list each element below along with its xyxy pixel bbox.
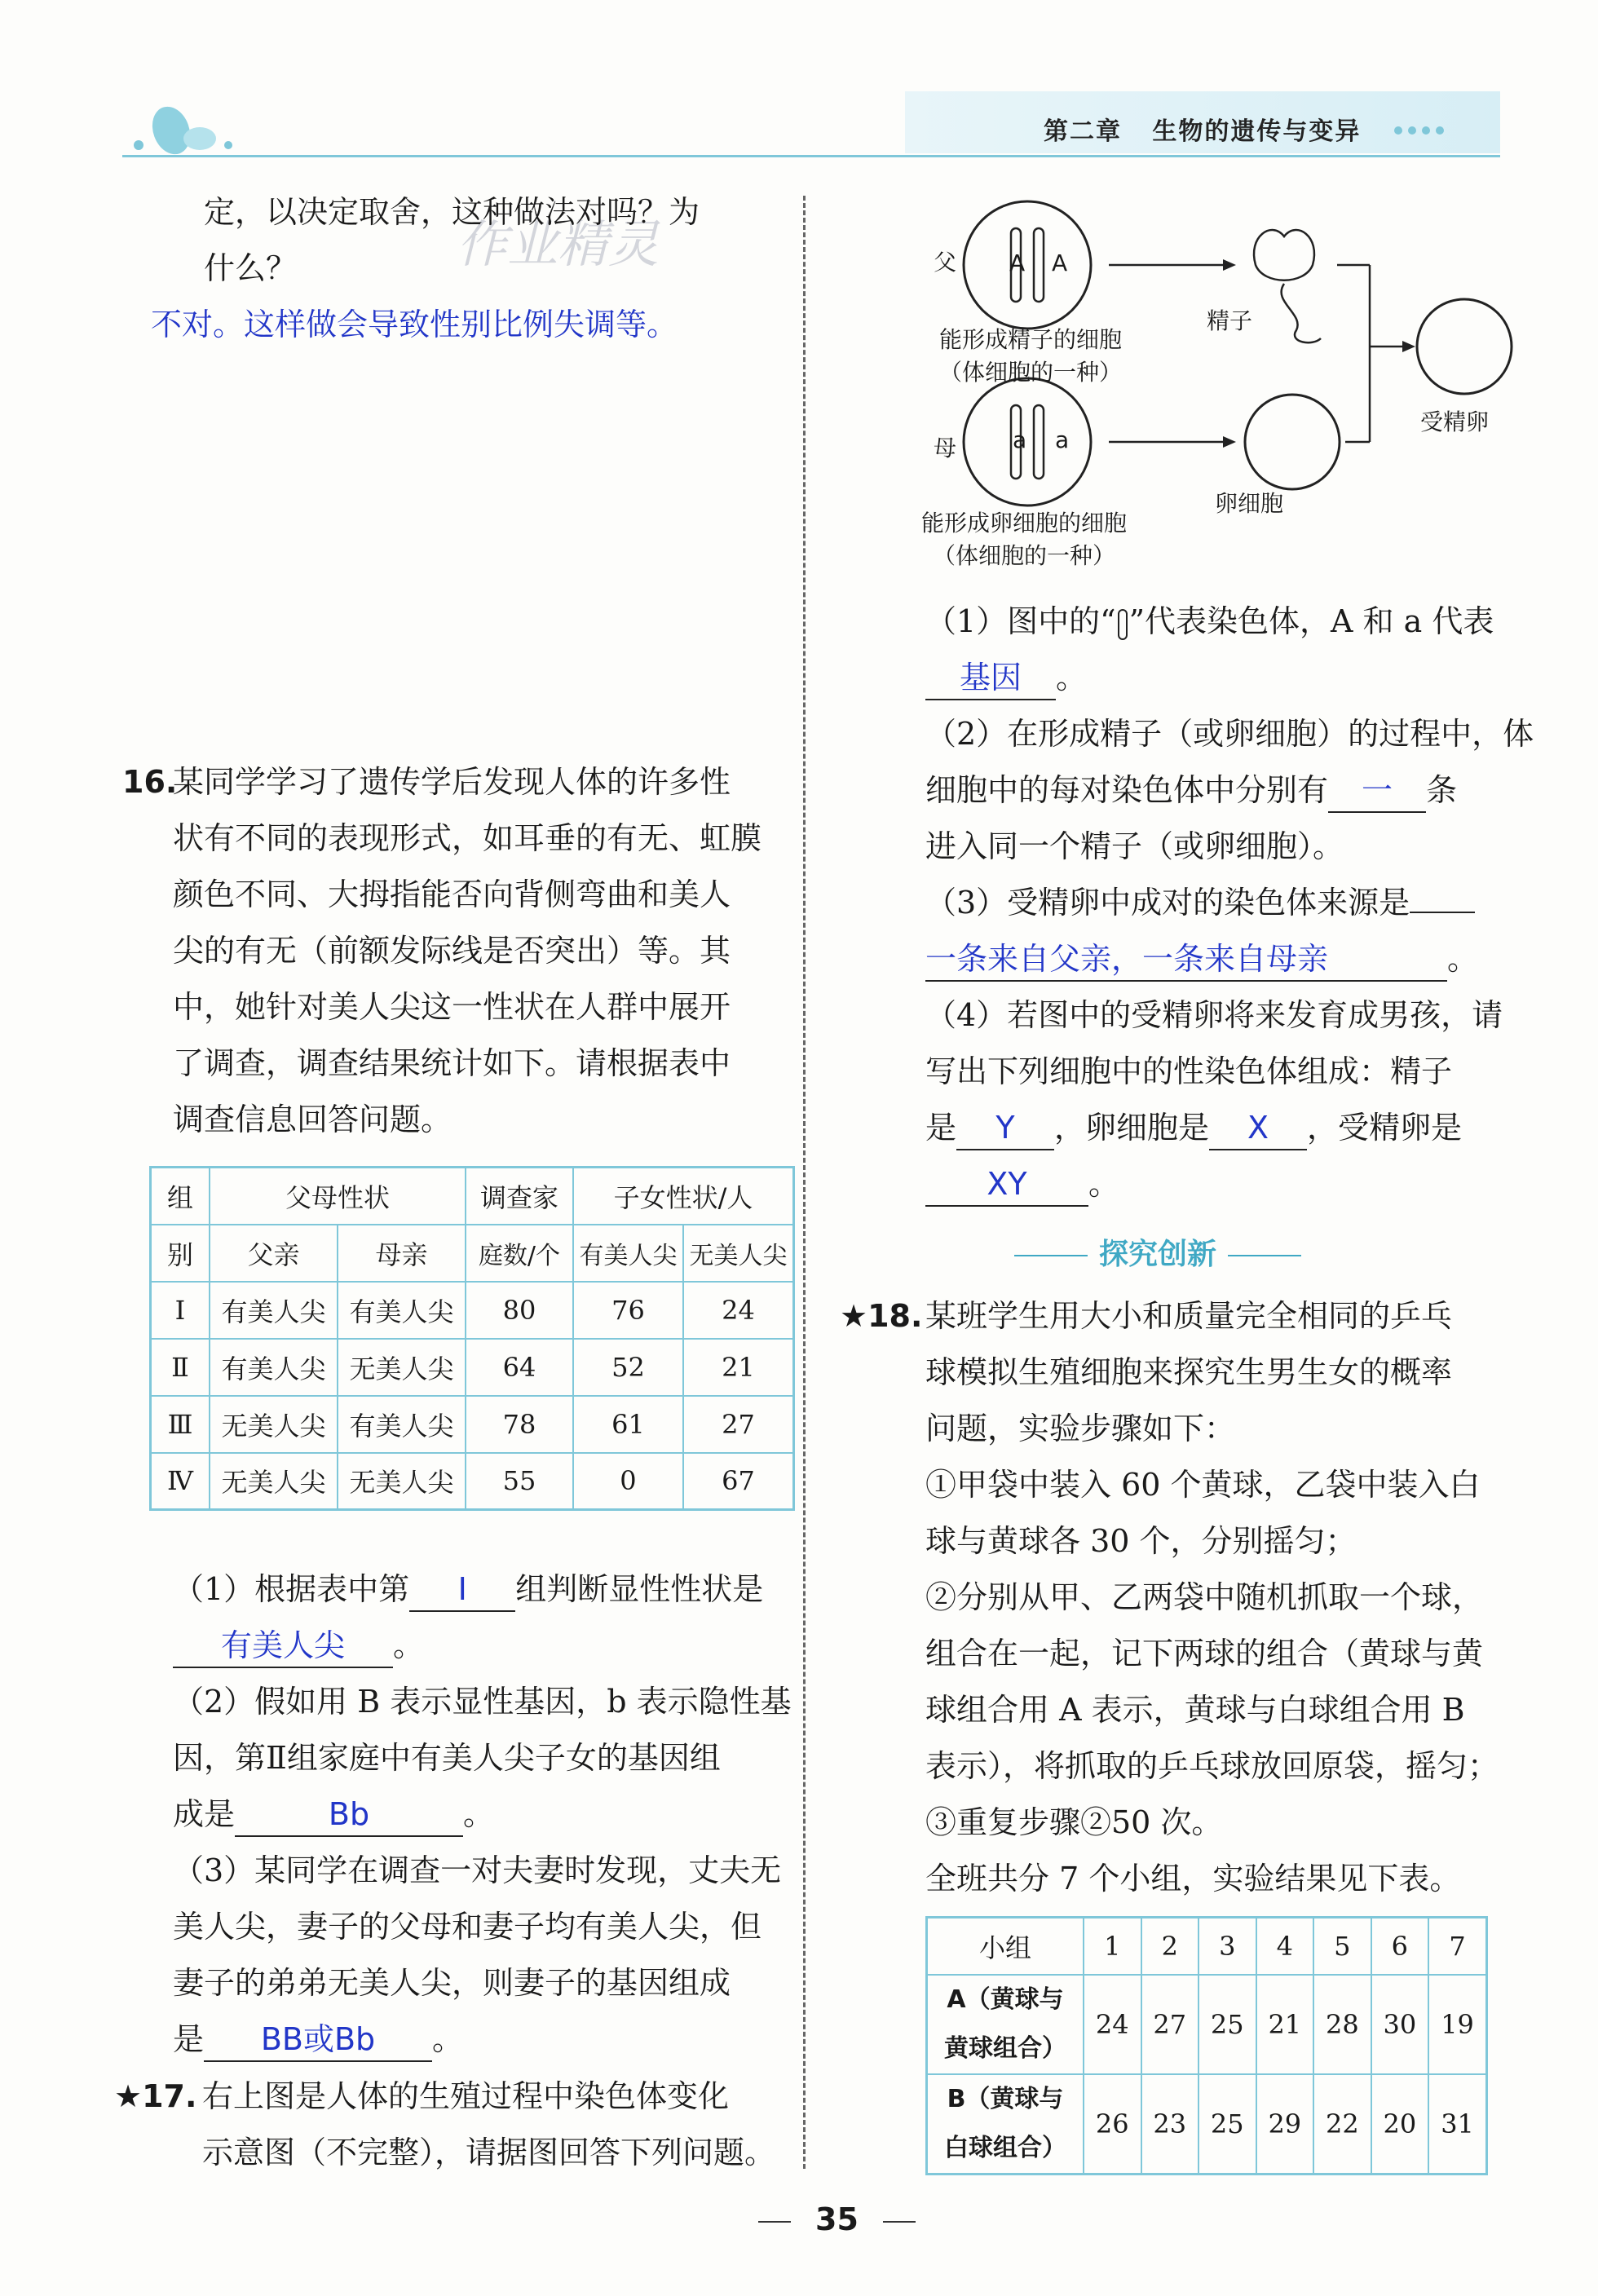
q17-answer6[interactable]: XY <box>925 1163 1088 1207</box>
q15-line1: 定，以决定取舍，这种做法对吗？为 <box>204 194 700 230</box>
q16-answer3[interactable]: Bb <box>235 1793 463 1837</box>
zygote-cell <box>1417 299 1512 394</box>
label-egg: 卵细胞 <box>1215 490 1284 517</box>
watermark: 作业精灵 <box>457 214 660 274</box>
th-count: 调查家 <box>466 1168 573 1225</box>
q16-answer1[interactable]: Ⅰ <box>409 1568 515 1612</box>
q16-number: 16. <box>122 764 178 800</box>
table-row: Ⅲ 无美人尖 有美人尖 78 61 27 <box>151 1396 794 1453</box>
allele-a-right: a <box>1055 426 1070 453</box>
th-group: 组 <box>151 1168 210 1225</box>
q18-results-table: 小组 1 2 3 4 5 6 7 A（黄球与 黄球组合） 24 27 25 21 28 30 19 B（黄球与 白球组合） 26 23 25 29 22 20 31 <box>925 1916 1488 2175</box>
section-title: 探究创新 <box>1003 1231 1313 1273</box>
header-dots <box>1394 122 1450 138</box>
chapter-title: 第二章 生物的遗传与变异 <box>1044 117 1362 146</box>
th-child-no: 无美人尖 <box>683 1225 794 1282</box>
page-number: 35 <box>734 2201 940 2237</box>
label-zygote: 受精卵 <box>1420 408 1490 435</box>
allele-A-right: A <box>1052 249 1068 276</box>
q16-survey-table <box>149 1166 795 1511</box>
page-header <box>0 0 1598 163</box>
label-sperm: 精子 <box>1207 307 1253 334</box>
th-mother: 母亲 <box>338 1225 466 1282</box>
q17-part1-line2: 基因 。 <box>925 650 1087 706</box>
label-mother: 母 <box>934 435 957 461</box>
allele-a-left: a <box>1013 426 1027 453</box>
q16-part3: （3）某同学在调查一对夫妻时发现，丈夫无 美人尖，妻子的父母和妻子均有美人尖，但 妻子的弟弟无美人尖，则妻子的基因组成 是 BB或Bb 。 <box>173 1843 781 2068</box>
table-row: Ⅳ 无美人尖 无美人尖 55 0 67 <box>151 1453 794 1510</box>
q17-stem: 右上图是人体的生殖过程中染色体变化 示意图（不完整），请据图回答下列问题。 <box>202 2078 776 2170</box>
q15-answer: 不对。这样做会导致性别比例失调等。 <box>151 307 678 342</box>
q16-stem: 某同学学习了遗传学后发现人体的许多性 状有不同的表现形式，如耳垂的有无、虹膜 颜色不同、大拇指能否向背侧弯曲和美人 尖的有无（前额发际线是否突出）等。其 中，她针对美人尖这一性状在人群中展开 了调查，调查结果统计如下。请根据表中 调查信息回答问题。 <box>173 764 762 1137</box>
header-rule <box>122 155 1500 157</box>
label-father: 父 <box>934 249 957 276</box>
q17-part2: （2）在形成精子（或卵细胞）的过程中，体 细胞中的每对染色体中分别有 一 条 进入同一个精子（或卵细胞）。 <box>925 716 1534 864</box>
q16-answer4[interactable]: BB或Bb <box>204 2018 432 2062</box>
q17-answer1[interactable]: 基因 <box>925 656 1056 700</box>
q17-answer4[interactable]: Y <box>956 1106 1054 1150</box>
mother-cell-caption: 能形成卵细胞的细胞 （体细胞的一种） <box>921 510 1128 569</box>
q18-stem: 某班学生用大小和质量完全相同的乒乓 球模拟生殖细胞来探究生男生女的概率 问题，实验步骤如下： ①甲袋中装入 60 个黄球，乙袋中装入白 球与黄球各 30 个，分别摇匀； ②分别从甲、乙两袋中随机抓取一个球， 组合在一起，记下两球的组合（黄球与黄 球组合用 A 表示，黄球与白球组合用 B 表示），将抓取的乒乓球放回原袋，摇匀； ③重复步骤②50 次。 全班共分 7 个小组，实验结果见下表。 <box>925 1298 1499 1896</box>
q16-part1-line2: 有美人尖 。 <box>173 1618 424 1674</box>
th-father: 父亲 <box>210 1225 338 1282</box>
q17-part4: （4）若图中的受精卵将来发育成男孩，请 写出下列细胞中的性染色体组成：精子 是 Y ，卵细胞是 X ，受精卵是 XY 。 <box>925 987 1503 1212</box>
q17-answer2[interactable]: 一 <box>1328 769 1426 813</box>
q18-number: ★18. <box>840 1298 923 1334</box>
q17-answer5[interactable]: X <box>1209 1106 1307 1150</box>
q16-part2: （2）假如用 B 表示显性基因，b 表示隐性基 因，第Ⅱ组家庭中有美人尖子女的基因组 成是 Bb 。 <box>173 1674 792 1843</box>
th-child-yes: 有美人尖 <box>573 1225 683 1282</box>
egg-cell <box>1245 395 1340 489</box>
table-row: A（黄球与 黄球组合） 24 27 25 21 28 30 19 <box>927 1975 1487 2074</box>
father-cell-caption: 能形成精子的细胞 （体细胞的一种） <box>939 326 1123 386</box>
mother-cell <box>964 378 1091 506</box>
table-row: B（黄球与 白球组合） 26 23 25 29 22 20 31 <box>927 2074 1487 2175</box>
leaf-decoration-icon <box>122 98 236 155</box>
father-cell <box>964 201 1091 329</box>
q16-part1: （1）根据表中第 Ⅰ 组判断显性性状是 <box>173 1561 763 1618</box>
allele-A-left: A <box>1009 249 1026 276</box>
q17-part3: （3）受精卵中成对的染色体来源是 一条来自父亲，一条来自母亲 。 <box>925 875 1478 987</box>
chromosome-icon <box>1116 608 1129 641</box>
q17-part1: （1）图中的“ ”代表染色体，A 和 a 代表 <box>925 603 1494 639</box>
sperm-icon <box>1254 230 1314 280</box>
th-child: 子女性状/人 <box>573 1168 794 1225</box>
table-row: Ⅰ 有美人尖 有美人尖 80 76 24 <box>151 1282 794 1339</box>
q16-answer2[interactable]: 有美人尖 <box>173 1624 393 1668</box>
column-divider <box>803 196 806 2169</box>
q17-answer3[interactable]: 一条来自父亲，一条来自母亲 <box>925 938 1447 982</box>
th-count2: 庭数/个 <box>466 1225 573 1282</box>
th-parent: 父母性状 <box>210 1168 466 1225</box>
q17-number: ★17. <box>114 2078 197 2114</box>
th-group2: 别 <box>151 1225 210 1282</box>
table-row: Ⅱ 有美人尖 无美人尖 64 52 21 <box>151 1339 794 1396</box>
q15-line2: 什么？ <box>204 250 298 286</box>
th-group: 小组 <box>927 1918 1084 1975</box>
